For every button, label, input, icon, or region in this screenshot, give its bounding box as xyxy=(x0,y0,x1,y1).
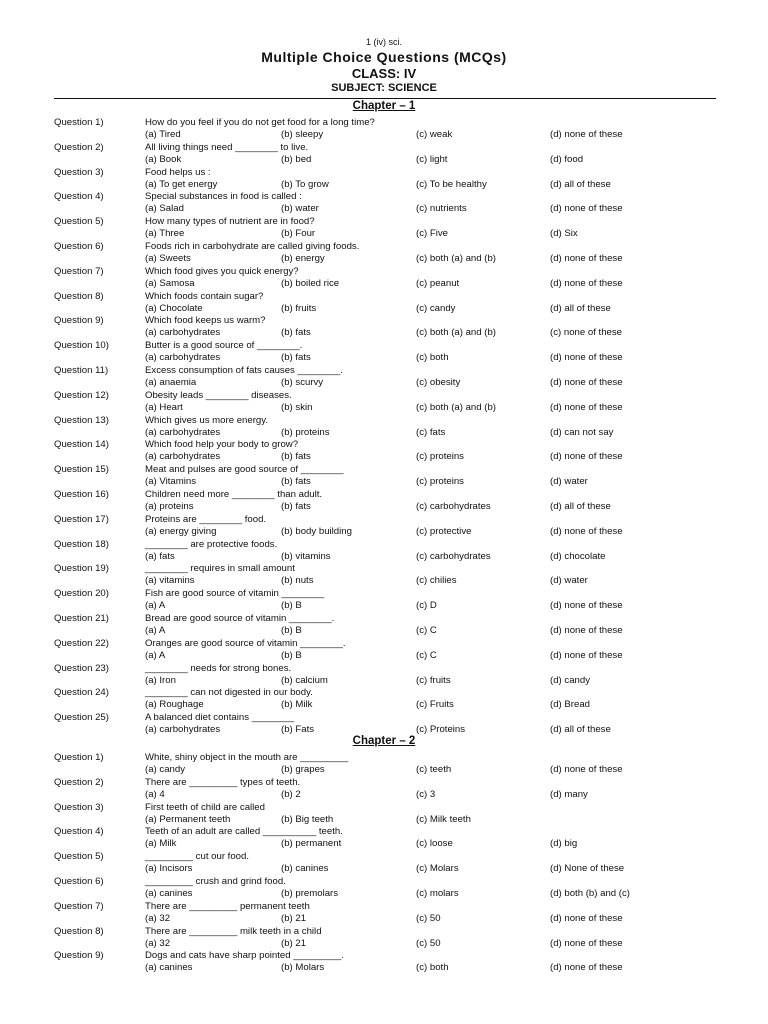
answer-option: (a) To get energy xyxy=(145,178,218,190)
question-text: White, shiny object in the mouth are _________ xyxy=(145,752,349,763)
question-number: Question 18) xyxy=(54,538,109,550)
question-text: Which gives us more energy. xyxy=(145,414,268,426)
question-item xyxy=(0,390,768,415)
question-item xyxy=(0,901,768,926)
answer-option: (d) chocolate xyxy=(550,550,606,562)
answer-option: (c) carbohydrates xyxy=(416,501,491,512)
answer-option: (c) C xyxy=(416,649,437,661)
question-text: There are _________ milk teeth in a child xyxy=(145,925,322,937)
answer-option: (a) Samosa xyxy=(145,277,195,289)
document-title: Multiple Choice Questions (MCQs) xyxy=(261,49,507,65)
answer-option: (c) fruits xyxy=(416,674,451,686)
answer-option: (c) carbohydrates xyxy=(416,550,491,562)
answer-option: (d) water xyxy=(550,476,588,488)
answer-option: (a) vitamins xyxy=(145,575,195,587)
answer-option: (a) candy xyxy=(145,764,185,775)
question-text: Teeth of an adult are called __________ teeth. xyxy=(145,826,343,838)
chapter-title: Chapter – 2 xyxy=(352,735,416,747)
answer-option: (d) none of these xyxy=(550,451,623,463)
answer-option: (c) candy xyxy=(416,302,456,314)
question-item xyxy=(0,613,768,638)
answer-option: (d) none of these xyxy=(550,600,623,612)
answer-option: (c) both (a) and (b) xyxy=(416,327,496,339)
answer-option: (c) both xyxy=(416,352,449,364)
question-text: There are _________ permanent teeth xyxy=(145,900,310,912)
answer-option: (b) B xyxy=(281,625,302,636)
question-item xyxy=(0,950,768,975)
question-text: Special substances in food is called : xyxy=(145,191,302,203)
answer-option: (b) Milk xyxy=(281,699,313,711)
answer-option: (d) food xyxy=(550,153,584,165)
page-number: 1 (iv) sci. xyxy=(366,37,402,47)
header-divider xyxy=(54,98,716,99)
answer-option: (d) many xyxy=(550,788,588,800)
answer-option: (c) teeth xyxy=(416,764,452,775)
answer-option: (b) proteins xyxy=(281,426,330,438)
answer-option: (d) none of these xyxy=(550,277,623,289)
answer-option: (a) Chocolate xyxy=(145,302,203,314)
answer-option: (c) 50 xyxy=(416,937,441,949)
answer-option: (b) calcium xyxy=(281,674,328,686)
question-number: Question 19) xyxy=(54,563,109,575)
question-item xyxy=(0,712,768,737)
answer-option: (b) energy xyxy=(281,253,325,264)
answer-option: (a) 4 xyxy=(145,788,165,800)
question-item xyxy=(0,142,768,167)
answer-option: (a) Iron xyxy=(145,674,176,686)
question-text: ________ are protective foods. xyxy=(145,538,278,550)
answer-option: (b) fruits xyxy=(281,302,317,314)
question-item xyxy=(0,638,768,663)
question-text: How many types of nutrient are in food? xyxy=(145,216,315,228)
answer-option: (d) none of these xyxy=(550,962,623,974)
question-text: ________ requires in small amount xyxy=(145,563,295,575)
answer-option: (c) nutrients xyxy=(416,203,467,215)
question-number: Question 9) xyxy=(54,315,104,327)
question-item xyxy=(0,315,768,340)
question-text: Bread are good source of vitamin ________. xyxy=(145,613,335,624)
question-number: Question 21) xyxy=(54,613,109,624)
question-item xyxy=(0,752,768,777)
answer-option: (d) both (b) and (c) xyxy=(550,888,630,899)
answer-option: (b) premolars xyxy=(281,888,339,899)
question-text: First teeth of child are called xyxy=(145,801,265,813)
answer-option: (a) Incisors xyxy=(145,863,193,875)
answer-option: (d) none of these xyxy=(550,764,623,775)
answer-option: (d) Bread xyxy=(550,699,590,711)
question-text: How do you feel if you do not get food for a long time? xyxy=(145,117,375,128)
answer-option: (d) none of these xyxy=(550,649,623,661)
answer-option: (c) protective xyxy=(416,525,472,537)
question-item xyxy=(0,826,768,851)
question-number: Question 5) xyxy=(54,216,104,228)
answer-option: (d) none of these xyxy=(550,401,623,413)
question-number: Question 3) xyxy=(54,801,104,813)
answer-option: (d) candy xyxy=(550,674,590,686)
answer-option: (b) canines xyxy=(281,863,329,875)
class-label: CLASS: IV xyxy=(351,66,417,81)
answer-option: (d) none of these xyxy=(550,525,623,537)
answer-option: (d) none of these xyxy=(550,352,623,364)
answer-option: (a) Tired xyxy=(145,129,181,140)
answer-option: (d) all of these xyxy=(550,178,611,190)
answer-option: (a) Milk xyxy=(145,838,177,850)
question-item xyxy=(0,687,768,712)
answer-option: (b) fats xyxy=(281,352,311,364)
question-item xyxy=(0,464,768,489)
chapter-heading xyxy=(0,735,768,747)
question-number: Question 2) xyxy=(54,141,104,153)
answer-option: (b) B xyxy=(281,600,302,612)
answer-option: (c) Proteins xyxy=(416,724,466,736)
question-number: Question 9) xyxy=(54,950,104,962)
answer-option: (c) proteins xyxy=(416,451,464,463)
question-number: Question 14) xyxy=(54,439,109,451)
answer-option: (b) 21 xyxy=(281,937,307,949)
answer-option: (a) carbohydrates xyxy=(145,451,221,463)
answer-option: (a) 32 xyxy=(145,912,171,924)
answer-option: (b) scurvy xyxy=(281,377,324,388)
answer-option: (c) fats xyxy=(416,426,446,438)
question-number: Question 22) xyxy=(54,637,109,649)
question-number: Question 16) xyxy=(54,489,109,500)
answer-option: (b) sleepy xyxy=(281,129,324,140)
answer-option: (a) Salad xyxy=(145,203,184,215)
answer-option: (a) Vitamins xyxy=(145,476,197,488)
answer-option: (c) both (a) and (b) xyxy=(416,401,496,413)
answer-option: (b) permanent xyxy=(281,838,342,850)
answer-option: (c) To be healthy xyxy=(416,178,487,190)
answer-option: (a) A xyxy=(145,649,166,661)
answer-option: (d) None of these xyxy=(550,863,625,875)
question-item xyxy=(0,539,768,564)
answer-option: (d) none of these xyxy=(550,203,623,215)
question-text: Oranges are good source of vitamin ________. xyxy=(145,637,346,649)
question-number: Question 17) xyxy=(54,513,109,525)
answer-option: (a) carbohydrates xyxy=(145,327,221,339)
answer-option: (a) Book xyxy=(145,153,182,165)
answer-option: (a) canines xyxy=(145,962,193,974)
question-number: Question 1) xyxy=(54,117,104,128)
answer-option: (b) 2 xyxy=(281,788,301,800)
question-text: Children need more ________ than adult. xyxy=(145,489,323,500)
answer-option: (c) 50 xyxy=(416,912,441,924)
question-text: Meat and pulses are good source of ________ xyxy=(145,464,344,476)
question-item xyxy=(0,340,768,365)
subject-label: SUBJECT: SCIENCE xyxy=(331,82,437,94)
answer-option: (a) carbohydrates xyxy=(145,426,221,438)
question-text: Excess consumption of fats causes ________. xyxy=(145,365,343,376)
question-text: All living things need ________ to live. xyxy=(145,141,309,153)
answer-option: (a) 32 xyxy=(145,937,171,949)
answer-option: (c) C xyxy=(416,625,437,636)
answer-option: (a) Permanent teeth xyxy=(145,813,231,825)
answer-option: (b) boiled rice xyxy=(281,277,340,289)
answer-option: (d) none of these xyxy=(550,625,623,636)
question-item xyxy=(0,563,768,588)
chapter-title: Chapter – 1 xyxy=(352,100,416,112)
question-text: _________ cut our food. xyxy=(145,851,250,863)
answer-option: (b) fats xyxy=(281,451,311,463)
question-text: Foods rich in carbohydrate are called giving foods. xyxy=(145,241,360,252)
answer-option: (b) 21 xyxy=(281,912,307,924)
answer-option: (a) Three xyxy=(145,228,185,240)
question-text: Which food gives you quick energy? xyxy=(145,265,299,277)
answer-option: (b) vitamins xyxy=(281,550,331,562)
answer-option: (b) bed xyxy=(281,153,312,165)
answer-option: (b) Four xyxy=(281,228,316,240)
question-item xyxy=(0,876,768,901)
question-item xyxy=(0,167,768,192)
answer-option: (a) anaemia xyxy=(145,377,197,388)
question-item xyxy=(0,191,768,216)
answer-option: (c) Molars xyxy=(416,863,459,875)
question-item xyxy=(0,926,768,951)
answer-option: (a) energy giving xyxy=(145,525,217,537)
question-item xyxy=(0,663,768,688)
question-item xyxy=(0,117,768,142)
question-text: ________ needs for strong bones. xyxy=(145,662,292,674)
question-text: Which food keeps us warm? xyxy=(145,315,266,327)
question-item xyxy=(0,489,768,514)
answer-option: (b) water xyxy=(281,203,319,215)
question-number: Question 24) xyxy=(54,687,109,699)
answer-option: (d) none of these xyxy=(550,912,623,924)
answer-option: (c) Fruits xyxy=(416,699,454,711)
question-text: Proteins are ________ food. xyxy=(145,513,267,525)
answer-option: (a) Heart xyxy=(145,401,183,413)
question-number: Question 3) xyxy=(54,166,104,178)
answer-option: (b) Fats xyxy=(281,724,315,736)
question-item xyxy=(0,291,768,316)
question-text: _________ crush and grind food. xyxy=(145,876,286,887)
question-number: Question 7) xyxy=(54,265,104,277)
question-item xyxy=(0,851,768,876)
answer-option: (b) fats xyxy=(281,476,311,488)
question-text: Butter is a good source of ________. xyxy=(145,340,303,352)
answer-option: (a) carbohydrates xyxy=(145,352,221,364)
answer-option: (b) skin xyxy=(281,401,313,413)
question-number: Question 4) xyxy=(54,191,104,203)
answer-option: (c) peanut xyxy=(416,277,460,289)
question-item xyxy=(0,439,768,464)
question-number: Question 25) xyxy=(54,712,109,724)
question-text: A balanced diet contains ________ xyxy=(145,712,295,724)
question-text: There are _________ types of teeth. xyxy=(145,776,301,788)
answer-option: (d) all of these xyxy=(550,501,611,512)
answer-option: (c) proteins xyxy=(416,476,464,488)
question-number: Question 4) xyxy=(54,826,104,838)
answer-option: (c) both xyxy=(416,962,449,974)
answer-option: (d) none of these xyxy=(550,129,623,140)
answer-option: (c) both (a) and (b) xyxy=(416,253,496,264)
answer-option: (c) Milk teeth xyxy=(416,813,471,825)
answer-option: (b) nuts xyxy=(281,575,314,587)
answer-option: (b) body building xyxy=(281,525,352,537)
answer-option: (b) fats xyxy=(281,501,311,512)
question-item xyxy=(0,514,768,539)
answer-option: (d) none of these xyxy=(550,253,623,264)
answer-option: (b) To grow xyxy=(281,178,329,190)
answer-option: (c) loose xyxy=(416,838,453,850)
question-number: Question 10) xyxy=(54,340,109,352)
question-item xyxy=(0,415,768,440)
answer-option: (c) molars xyxy=(416,888,459,899)
question-item xyxy=(0,365,768,390)
answer-option: (a) A xyxy=(145,600,166,612)
answer-option: (b) Molars xyxy=(281,962,325,974)
answer-option: (c) Five xyxy=(416,228,448,240)
question-item xyxy=(0,241,768,266)
question-number: Question 20) xyxy=(54,588,109,600)
answer-option: (d) water xyxy=(550,575,588,587)
answer-option: (d) can not say xyxy=(550,426,614,438)
answer-option: (c) D xyxy=(416,600,437,612)
answer-option: (b) grapes xyxy=(281,764,325,775)
question-number: Question 6) xyxy=(54,876,104,887)
question-number: Question 5) xyxy=(54,851,104,863)
question-text: Which foods contain sugar? xyxy=(145,290,264,302)
question-number: Question 8) xyxy=(54,290,104,302)
question-number: Question 12) xyxy=(54,389,109,401)
answer-option: (c) weak xyxy=(416,129,453,140)
question-number: Question 13) xyxy=(54,414,109,426)
question-text: Food helps us : xyxy=(145,166,211,178)
answer-option: (c) 3 xyxy=(416,788,436,800)
question-item xyxy=(0,588,768,613)
question-text: ________ can not digested in our body. xyxy=(145,687,313,699)
question-number: Question 23) xyxy=(54,662,109,674)
answer-option: (c) light xyxy=(416,153,448,165)
answer-option: (d) none of these xyxy=(550,937,623,949)
question-number: Question 15) xyxy=(54,464,109,476)
answer-option: (a) Roughage xyxy=(145,699,204,711)
answer-option: (d) none of these xyxy=(550,377,623,388)
question-text: Which food help your body to grow? xyxy=(145,439,299,451)
answer-option: (c) obesity xyxy=(416,377,461,388)
answer-option: (a) fats xyxy=(145,550,175,562)
question-number: Question 6) xyxy=(54,241,104,252)
answer-option: (a) A xyxy=(145,625,166,636)
answer-option: (d) Six xyxy=(550,228,578,240)
question-text: Obesity leads ________ diseases. xyxy=(145,389,292,401)
answer-option: (b) fats xyxy=(281,327,311,339)
question-text: Dogs and cats have sharp pointed _________. xyxy=(145,950,344,962)
question-number: Question 1) xyxy=(54,752,104,763)
question-item xyxy=(0,802,768,827)
answer-option: (d) all of these xyxy=(550,302,611,314)
answer-option: (b) B xyxy=(281,649,302,661)
question-number: Question 7) xyxy=(54,900,104,912)
answer-option: (d) all of these xyxy=(550,724,611,736)
question-number: Question 2) xyxy=(54,776,104,788)
question-text: Fish are good source of vitamin ________ xyxy=(145,588,325,600)
answer-option: (a) canines xyxy=(145,888,193,899)
question-item xyxy=(0,777,768,802)
question-item xyxy=(0,216,768,241)
answer-option: (c) none of these xyxy=(550,327,622,339)
answer-option: (a) Sweets xyxy=(145,253,191,264)
answer-option: (c) chilies xyxy=(416,575,457,587)
chapter-heading xyxy=(0,100,768,112)
answer-option: (b) Big teeth xyxy=(281,813,334,825)
question-item xyxy=(0,266,768,291)
answer-option: (d) big xyxy=(550,838,578,850)
answer-option: (a) proteins xyxy=(145,501,194,512)
question-number: Question 11) xyxy=(54,365,109,376)
question-number: Question 8) xyxy=(54,925,104,937)
answer-option: (a) carbohydrates xyxy=(145,724,221,736)
